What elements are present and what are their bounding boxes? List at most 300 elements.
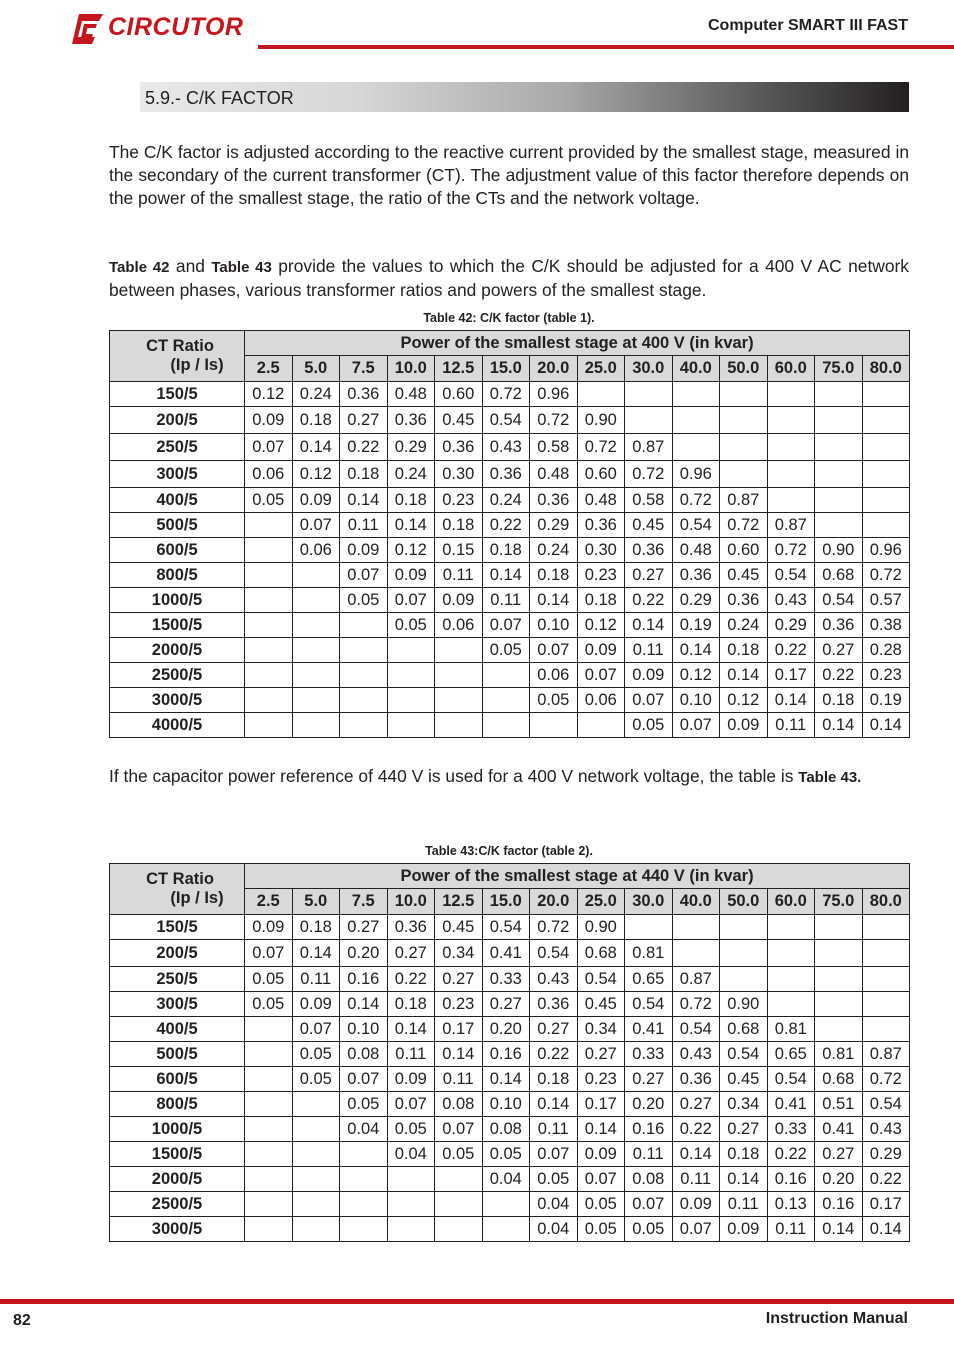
note-text: If the capacitor power reference of 440 V is used for a 400 V network voltage, the table is xyxy=(109,766,799,786)
ck-value-cell: 0.09 xyxy=(387,1067,435,1092)
ck-value-cell: 0.23 xyxy=(435,488,483,513)
ck-value-cell: 0.11 xyxy=(767,713,815,738)
ct-ratio-cell: 250/5 xyxy=(110,967,245,992)
ck-value-cell: 0.22 xyxy=(767,1142,815,1167)
ck-value-cell: 0.87 xyxy=(767,513,815,538)
ck-value-cell xyxy=(815,407,863,434)
ck-value-cell xyxy=(767,488,815,513)
ck-value-cell: 0.11 xyxy=(435,563,483,588)
ck-value-cell: 0.43 xyxy=(482,434,530,461)
ck-value-cell xyxy=(815,915,863,940)
ck-value-cell: 0.36 xyxy=(672,1067,720,1092)
power-column-header: 7.5 xyxy=(340,889,388,915)
ck-value-cell: 0.22 xyxy=(767,638,815,663)
ck-value-cell xyxy=(340,1167,388,1192)
ck-value-cell: 0.24 xyxy=(530,538,578,563)
table-row xyxy=(110,1217,910,1242)
ck-value-cell: 0.11 xyxy=(435,1067,483,1092)
ck-value-cell: 0.29 xyxy=(530,513,578,538)
ct-ratio-cell: 150/5 xyxy=(110,915,245,940)
ck-value-cell xyxy=(530,713,578,738)
ck-value-cell: 0.07 xyxy=(435,1117,483,1142)
ck-value-cell: 0.81 xyxy=(625,940,673,967)
ck-value-cell: 0.14 xyxy=(720,1167,768,1192)
ck-value-cell: 0.05 xyxy=(530,688,578,713)
ck-value-cell: 0.87 xyxy=(625,434,673,461)
ck-value-cell: 0.18 xyxy=(815,688,863,713)
ck-value-cell xyxy=(625,407,673,434)
ck-value-cell: 0.13 xyxy=(767,1192,815,1217)
ck-value-cell: 0.14 xyxy=(862,1217,910,1242)
ck-value-cell: 0.28 xyxy=(862,638,910,663)
ck-value-cell: 0.07 xyxy=(625,1192,673,1217)
ck-value-cell xyxy=(767,992,815,1017)
ck-value-cell: 0.09 xyxy=(672,1192,720,1217)
ck-value-cell: 0.27 xyxy=(625,563,673,588)
ck-value-cell: 0.22 xyxy=(340,434,388,461)
power-column-header: 15.0 xyxy=(482,356,530,382)
table-row xyxy=(110,434,910,461)
ck-value-cell: 0.09 xyxy=(292,992,340,1017)
ck-value-cell xyxy=(245,1167,293,1192)
ck-value-cell: 0.22 xyxy=(625,588,673,613)
ck-value-cell: 0.23 xyxy=(435,992,483,1017)
document-title: Computer SMART III FAST xyxy=(708,17,908,34)
ck-value-cell xyxy=(292,1167,340,1192)
power-column-header: 7.5 xyxy=(340,356,388,382)
ck-value-cell xyxy=(245,1192,293,1217)
ck-value-cell xyxy=(862,461,910,488)
ck-value-cell: 0.24 xyxy=(720,613,768,638)
ck-value-cell: 0.14 xyxy=(815,1217,863,1242)
ck-value-cell: 0.11 xyxy=(625,1142,673,1167)
ck-value-cell xyxy=(815,461,863,488)
ck-value-cell xyxy=(245,1217,293,1242)
ck-value-cell: 0.07 xyxy=(292,1017,340,1042)
ck-value-cell: 0.18 xyxy=(340,461,388,488)
header-divider xyxy=(258,45,954,49)
note-paragraph xyxy=(109,765,909,789)
ck-value-cell: 0.45 xyxy=(720,1067,768,1092)
ck-value-cell: 0.72 xyxy=(672,992,720,1017)
ck-value-cell: 0.24 xyxy=(482,488,530,513)
ck-value-cell: 0.27 xyxy=(482,992,530,1017)
ck-value-cell: 0.27 xyxy=(720,1117,768,1142)
ck-value-cell xyxy=(435,713,483,738)
ck-value-cell xyxy=(292,1092,340,1117)
ck-value-cell: 0.90 xyxy=(720,992,768,1017)
ck-value-cell xyxy=(340,713,388,738)
ck-value-cell xyxy=(482,713,530,738)
ck-value-cell: 0.05 xyxy=(245,992,293,1017)
ck-value-cell: 0.23 xyxy=(577,1067,625,1092)
ck-value-cell xyxy=(720,434,768,461)
ct-ratio-cell: 4000/5 xyxy=(110,713,245,738)
ck-value-cell: 0.14 xyxy=(387,513,435,538)
ck-value-cell: 0.45 xyxy=(577,992,625,1017)
ck-value-cell: 0.68 xyxy=(815,1067,863,1092)
ck-value-cell: 0.08 xyxy=(482,1117,530,1142)
ck-value-cell: 0.04 xyxy=(530,1217,578,1242)
table-row xyxy=(110,1017,910,1042)
ck-value-cell xyxy=(815,1017,863,1042)
ck-value-cell: 0.18 xyxy=(387,992,435,1017)
ck-value-cell: 0.05 xyxy=(292,1067,340,1092)
ck-value-cell: 0.54 xyxy=(720,1042,768,1067)
ck-value-cell: 0.72 xyxy=(862,1067,910,1092)
ck-value-cell: 0.14 xyxy=(387,1017,435,1042)
ck-value-cell: 0.41 xyxy=(815,1117,863,1142)
ck-value-cell: 0.05 xyxy=(625,1217,673,1242)
ck-value-cell xyxy=(720,461,768,488)
table-row xyxy=(110,1167,910,1192)
ck-value-cell: 0.09 xyxy=(577,1142,625,1167)
ck-value-cell: 0.08 xyxy=(435,1092,483,1117)
power-column-header: 12.5 xyxy=(435,356,483,382)
ck-value-cell: 0.27 xyxy=(815,1142,863,1167)
ck-value-cell: 0.54 xyxy=(767,1067,815,1092)
table-row xyxy=(110,461,910,488)
ck-value-cell: 0.05 xyxy=(435,1142,483,1167)
ck-value-cell xyxy=(815,940,863,967)
ck-value-cell xyxy=(720,382,768,407)
ck-value-cell: 0.87 xyxy=(720,488,768,513)
ck-value-cell: 0.72 xyxy=(482,382,530,407)
ck-value-cell: 0.27 xyxy=(435,967,483,992)
ck-value-cell: 0.72 xyxy=(672,488,720,513)
ck-value-cell xyxy=(245,613,293,638)
intro-paragraph: The C/K factor is adjusted according to the reactive current provided by the smallest stage, measured in the secondary of the current transformer (CT). The adjustment value of this factor therefore depends on the power of the smallest stage, the ratio of the CTs and the network voltage. xyxy=(109,142,909,208)
ck-value-cell: 0.36 xyxy=(387,915,435,940)
ck-value-cell: 0.41 xyxy=(625,1017,673,1042)
ck-value-cell: 0.22 xyxy=(482,513,530,538)
ck-value-cell xyxy=(245,1092,293,1117)
ck-value-cell: 0.72 xyxy=(530,407,578,434)
power-column-header: 30.0 xyxy=(625,356,673,382)
ck-value-cell xyxy=(435,638,483,663)
ck-value-cell: 0.96 xyxy=(672,461,720,488)
ck-value-cell xyxy=(862,488,910,513)
power-column-header: 10.0 xyxy=(387,889,435,915)
ck-value-cell: 0.36 xyxy=(577,513,625,538)
power-column-header: 25.0 xyxy=(577,889,625,915)
ck-value-cell xyxy=(387,638,435,663)
table-row xyxy=(110,407,910,434)
ck-value-cell xyxy=(435,1192,483,1217)
ck-value-cell: 0.34 xyxy=(577,1017,625,1042)
ck-value-cell: 0.20 xyxy=(482,1017,530,1042)
ck-value-cell xyxy=(387,688,435,713)
ck-value-cell: 0.14 xyxy=(482,563,530,588)
power-column-header: 5.0 xyxy=(292,356,340,382)
ck-value-cell: 0.27 xyxy=(340,407,388,434)
ck-value-cell: 0.09 xyxy=(387,563,435,588)
ck-value-cell: 0.05 xyxy=(245,488,293,513)
ck-value-cell xyxy=(862,434,910,461)
ck-value-cell xyxy=(862,1017,910,1042)
ck-value-cell: 0.22 xyxy=(815,663,863,688)
ck-value-cell: 0.14 xyxy=(292,940,340,967)
ck-value-cell xyxy=(862,967,910,992)
ck-value-cell: 0.27 xyxy=(387,940,435,967)
ck-value-cell: 0.07 xyxy=(387,1092,435,1117)
ck-value-cell: 0.08 xyxy=(340,1042,388,1067)
ck-value-cell xyxy=(672,382,720,407)
ck-value-cell xyxy=(245,1042,293,1067)
ck-value-cell: 0.54 xyxy=(672,1017,720,1042)
footer-divider xyxy=(0,1299,954,1304)
ck-value-cell: 0.90 xyxy=(577,407,625,434)
ck-value-cell: 0.54 xyxy=(672,513,720,538)
ck-value-cell: 0.11 xyxy=(292,967,340,992)
ct-ratio-cell: 3000/5 xyxy=(110,688,245,713)
ct-ratio-cell: 1000/5 xyxy=(110,588,245,613)
ck-value-cell: 0.43 xyxy=(767,588,815,613)
table-row xyxy=(110,688,910,713)
ck-value-cell: 0.27 xyxy=(530,1017,578,1042)
ck-value-cell: 0.34 xyxy=(435,940,483,967)
ck-value-cell: 0.27 xyxy=(672,1092,720,1117)
ck-value-cell xyxy=(720,940,768,967)
ct-ratio-cell: 1500/5 xyxy=(110,613,245,638)
ck-value-cell xyxy=(720,407,768,434)
ck-value-cell: 0.14 xyxy=(530,1092,578,1117)
table-row xyxy=(110,613,910,638)
ck-value-cell: 0.14 xyxy=(340,992,388,1017)
table-43-reference[interactable]: Table 43 xyxy=(211,259,272,276)
ct-ratio-header xyxy=(110,864,245,915)
ct-ratio-cell: 800/5 xyxy=(110,563,245,588)
ck-value-cell xyxy=(245,1017,293,1042)
table-row xyxy=(110,967,910,992)
ck-value-cell: 0.51 xyxy=(815,1092,863,1117)
ck-value-cell: 0.12 xyxy=(720,688,768,713)
table-row xyxy=(110,915,910,940)
power-column-header: 30.0 xyxy=(625,889,673,915)
ck-value-cell: 0.07 xyxy=(482,613,530,638)
ck-value-cell xyxy=(482,1217,530,1242)
ck-value-cell xyxy=(340,663,388,688)
ck-value-cell: 0.90 xyxy=(815,538,863,563)
ck-value-cell: 0.16 xyxy=(482,1042,530,1067)
ck-value-cell: 0.10 xyxy=(482,1092,530,1117)
ck-value-cell xyxy=(292,1217,340,1242)
ck-value-cell: 0.29 xyxy=(862,1142,910,1167)
power-column-header: 75.0 xyxy=(815,889,863,915)
circutor-logo-icon xyxy=(70,12,106,46)
ck-value-cell xyxy=(245,638,293,663)
ck-value-cell xyxy=(862,513,910,538)
manual-title: Instruction Manual xyxy=(765,1310,908,1327)
ck-value-cell: 0.72 xyxy=(530,915,578,940)
ck-value-cell: 0.05 xyxy=(245,967,293,992)
ck-value-cell: 0.20 xyxy=(340,940,388,967)
ck-value-cell xyxy=(387,1167,435,1192)
power-header: Power of the smallest stage at 440 V (in kvar) xyxy=(245,864,910,889)
ck-value-cell: 0.16 xyxy=(340,967,388,992)
ck-value-cell: 0.07 xyxy=(577,1167,625,1192)
ck-value-cell: 0.27 xyxy=(625,1067,673,1092)
ck-value-cell: 0.04 xyxy=(340,1117,388,1142)
ct-ratio-cell: 500/5 xyxy=(110,513,245,538)
ck-value-cell xyxy=(672,940,720,967)
ct-ratio-cell: 600/5 xyxy=(110,1067,245,1092)
ck-value-cell: 0.54 xyxy=(767,563,815,588)
ck-value-cell: 0.07 xyxy=(245,940,293,967)
refs-and-text: and xyxy=(169,256,212,276)
ck-value-cell: 0.33 xyxy=(482,967,530,992)
ck-value-cell: 0.07 xyxy=(625,688,673,713)
power-column-header: 2.5 xyxy=(245,356,293,382)
ck-value-cell: 0.27 xyxy=(340,915,388,940)
table-42-reference[interactable]: Table 42 xyxy=(109,259,170,276)
ck-value-cell: 0.68 xyxy=(720,1017,768,1042)
ck-value-cell: 0.48 xyxy=(530,461,578,488)
ck-value-cell: 0.36 xyxy=(435,434,483,461)
ct-ratio-cell: 2500/5 xyxy=(110,663,245,688)
table-row xyxy=(110,1142,910,1167)
ck-value-cell xyxy=(292,638,340,663)
ck-value-cell: 0.09 xyxy=(245,407,293,434)
table-43-caption: Table 43:C/K factor (table 2). xyxy=(425,844,593,858)
table-row xyxy=(110,588,910,613)
power-column-header: 40.0 xyxy=(672,356,720,382)
ck-value-cell xyxy=(767,940,815,967)
ck-value-cell: 0.24 xyxy=(292,382,340,407)
power-column-header: 80.0 xyxy=(862,889,910,915)
ck-value-cell: 0.06 xyxy=(435,613,483,638)
ck-value-cell: 0.12 xyxy=(387,538,435,563)
ck-value-cell xyxy=(387,713,435,738)
ck-value-cell: 0.05 xyxy=(577,1192,625,1217)
table-row xyxy=(110,1042,910,1067)
ct-ratio-cell: 2000/5 xyxy=(110,638,245,663)
ck-value-cell: 0.29 xyxy=(387,434,435,461)
ck-value-cell xyxy=(245,663,293,688)
tables-reference-paragraph xyxy=(109,255,909,302)
ck-value-cell: 0.48 xyxy=(577,488,625,513)
ck-value-cell xyxy=(767,967,815,992)
ck-value-cell: 0.05 xyxy=(577,1217,625,1242)
ck-value-cell: 0.57 xyxy=(862,588,910,613)
ck-value-cell: 0.96 xyxy=(530,382,578,407)
ck-value-cell: 0.72 xyxy=(767,538,815,563)
ck-value-cell xyxy=(292,588,340,613)
table-43-note-reference[interactable]: Table 43. xyxy=(798,769,862,786)
ck-value-cell: 0.14 xyxy=(340,488,388,513)
table-row xyxy=(110,663,910,688)
ck-value-cell: 0.11 xyxy=(625,638,673,663)
table-row xyxy=(110,513,910,538)
page-number: 82 xyxy=(13,1312,31,1329)
ck-value-cell: 0.07 xyxy=(530,638,578,663)
ck-value-cell: 0.07 xyxy=(672,1217,720,1242)
ck-value-cell: 0.45 xyxy=(435,915,483,940)
ck-value-cell xyxy=(672,915,720,940)
ct-ratio-cell: 200/5 xyxy=(110,407,245,434)
circutor-logo xyxy=(70,12,250,46)
section-heading-bar xyxy=(140,82,909,112)
ck-value-cell: 0.04 xyxy=(530,1192,578,1217)
ck-value-cell: 0.33 xyxy=(625,1042,673,1067)
ck-value-cell xyxy=(815,488,863,513)
ck-value-cell: 0.18 xyxy=(720,1142,768,1167)
ck-value-cell: 0.05 xyxy=(340,588,388,613)
ck-value-cell: 0.16 xyxy=(767,1167,815,1192)
ck-value-cell: 0.17 xyxy=(767,663,815,688)
table-row xyxy=(110,538,910,563)
ct-ratio-cell: 150/5 xyxy=(110,382,245,407)
ck-value-cell: 0.18 xyxy=(292,915,340,940)
ck-value-cell: 0.36 xyxy=(625,538,673,563)
ct-ratio-cell: 400/5 xyxy=(110,1017,245,1042)
ck-value-cell xyxy=(720,915,768,940)
ck-value-cell: 0.05 xyxy=(530,1167,578,1192)
table-42-caption: Table 42: C/K factor (table 1). xyxy=(423,311,595,325)
ck-value-cell: 0.36 xyxy=(340,382,388,407)
ck-value-cell: 0.41 xyxy=(767,1092,815,1117)
ck-value-cell xyxy=(815,513,863,538)
table-row xyxy=(110,1192,910,1217)
ck-factor-table-1 xyxy=(109,330,910,738)
ck-value-cell: 0.09 xyxy=(720,1217,768,1242)
ct-ratio-cell: 1500/5 xyxy=(110,1142,245,1167)
ck-value-cell xyxy=(672,434,720,461)
ct-ratio-cell: 200/5 xyxy=(110,940,245,967)
ck-value-cell xyxy=(435,1217,483,1242)
ct-ratio-sublabel: (Ip / Is) xyxy=(170,356,224,374)
ck-value-cell: 0.36 xyxy=(530,488,578,513)
ck-value-cell: 0.08 xyxy=(625,1167,673,1192)
ck-value-cell: 0.34 xyxy=(720,1092,768,1117)
ck-value-cell xyxy=(720,967,768,992)
ck-value-cell xyxy=(245,538,293,563)
ck-value-cell: 0.06 xyxy=(292,538,340,563)
ck-value-cell: 0.72 xyxy=(625,461,673,488)
ck-value-cell: 0.27 xyxy=(815,638,863,663)
ck-value-cell xyxy=(387,663,435,688)
ck-value-cell xyxy=(292,613,340,638)
ck-value-cell: 0.09 xyxy=(720,713,768,738)
table-row xyxy=(110,992,910,1017)
ck-value-cell xyxy=(387,1217,435,1242)
ck-value-cell: 0.12 xyxy=(292,461,340,488)
ck-value-cell: 0.54 xyxy=(625,992,673,1017)
ck-value-cell: 0.14 xyxy=(672,1142,720,1167)
ct-ratio-cell: 2500/5 xyxy=(110,1192,245,1217)
ck-value-cell: 0.19 xyxy=(862,688,910,713)
ck-value-cell: 0.14 xyxy=(815,713,863,738)
ck-value-cell: 0.58 xyxy=(530,434,578,461)
ck-value-cell: 0.14 xyxy=(720,663,768,688)
ck-value-cell: 0.14 xyxy=(625,613,673,638)
ck-value-cell: 0.30 xyxy=(577,538,625,563)
ck-value-cell xyxy=(577,382,625,407)
ck-value-cell xyxy=(292,563,340,588)
ct-ratio-label: CT Ratio xyxy=(146,337,214,355)
ck-value-cell: 0.07 xyxy=(577,663,625,688)
ck-value-cell: 0.05 xyxy=(482,638,530,663)
ck-value-cell: 0.04 xyxy=(387,1142,435,1167)
ck-value-cell xyxy=(435,688,483,713)
ck-value-cell: 0.72 xyxy=(720,513,768,538)
ck-value-cell: 0.23 xyxy=(862,663,910,688)
ct-ratio-sublabel: (Ip / Is) xyxy=(170,889,224,907)
ck-value-cell: 0.05 xyxy=(625,713,673,738)
ck-value-cell: 0.11 xyxy=(767,1217,815,1242)
ck-value-cell: 0.14 xyxy=(292,434,340,461)
power-column-header: 20.0 xyxy=(530,356,578,382)
